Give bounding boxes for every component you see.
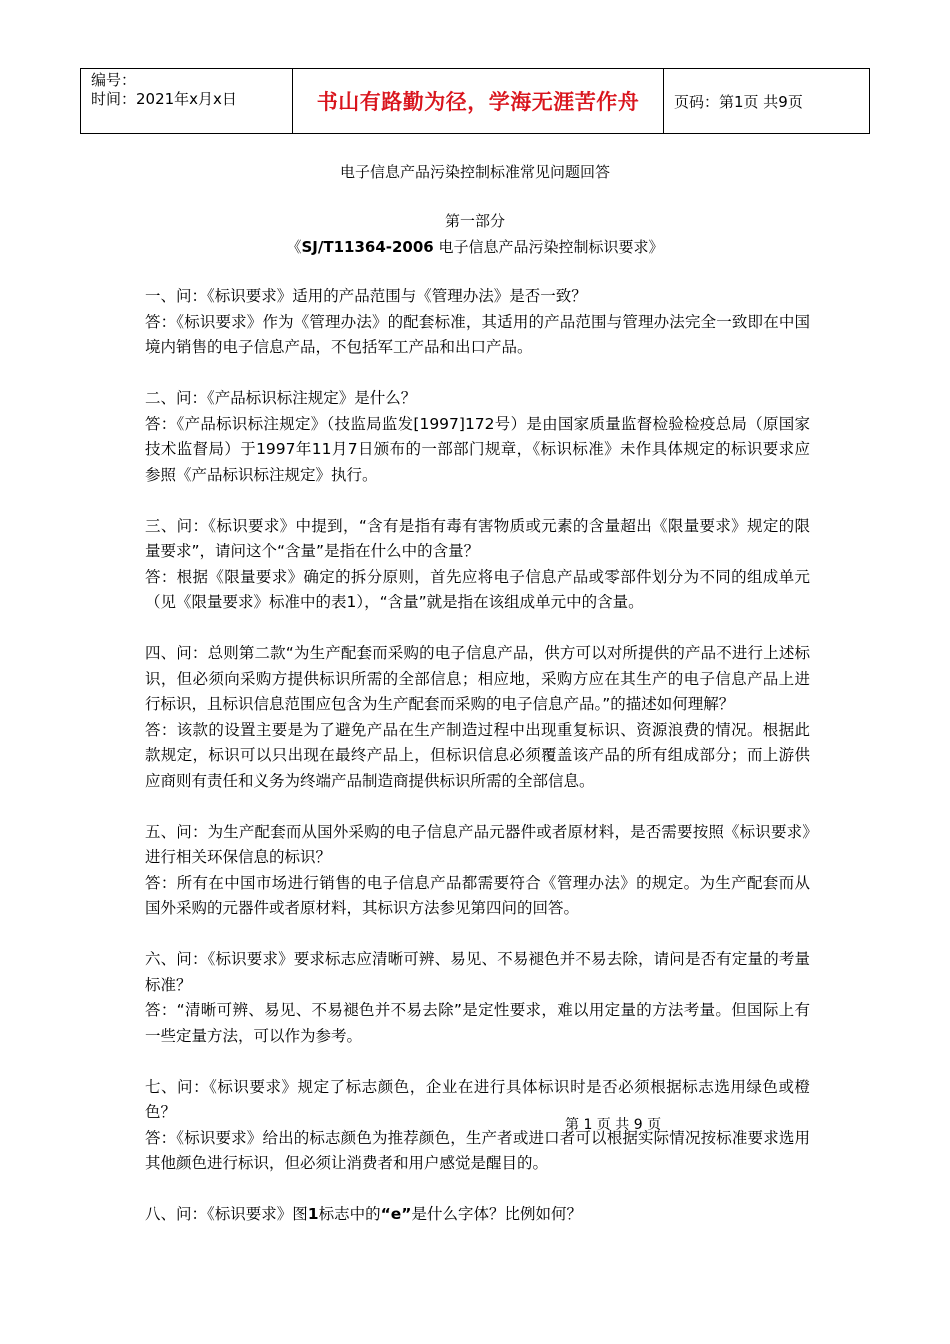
answer: 答：该款的设置主要是为了避免产品在生产制造过程中出现重复标识、资源浪费的情况。根据此款规定，标识可以只出现在最终产品上，但标识信息必须覆盖该产品的所有组成部分；而上游供应商则有责任和义务为终端产品制造商提供标识所需的全部信息。: [145, 720, 810, 790]
question: [145, 1202, 810, 1228]
qa-item: [145, 820, 810, 922]
qa-item: [145, 386, 810, 488]
qa-content: [145, 284, 810, 1253]
question: 四、问：总则第二款“为生产配套而采购的电子信息产品，供方可以对所提供的产品不进行上述标识，但必须向采购方提供标识所需的全部信息；相应地，采购方应在其生产的电子信息产品上进行标识，且标识信息范围应包含为生产配套而采购的电子信息产品。”的描述如何理解？: [145, 644, 810, 713]
qa-item: [145, 947, 810, 1049]
answer: 答：《产品标识标注规定》（技监局监发[1997]172号）是由国家质量监督检验检疫总局（原国家技术监督局）于1997年11月7日颁布的一部部门规章，《标识标准》未作具体规定的标识要求应参照《产品标识标注规定》执行。: [145, 414, 810, 484]
q8-suffix: 是什么字体？比例如何？: [411, 1205, 582, 1223]
qa-item: [145, 1075, 810, 1177]
document-title: 电子信息产品污染控制标准常见问题回答: [339, 163, 610, 181]
q8-figure-number: 1: [307, 1205, 319, 1223]
page-footer: 第 1 页 共 9 页: [565, 1117, 662, 1133]
question: 三、问：《标识要求》中提到，“含有是指有毒有害物质或元素的含量超出《限量要求》规定的限量要求”，请问这个“含量”是指在什么中的含量？: [145, 516, 810, 560]
question: 五、问：为生产配套而从国外采购的电子信息产品元器件或者原材料，是否需要按照《标识要求》进行相关环保信息的标识？: [145, 822, 810, 866]
question: 七、问：《标识要求》规定了标志颜色，企业在进行具体标识时是否必须根据标志选用绿色或橙色？: [145, 1077, 810, 1121]
question: 六、问：《标识要求》要求标志应清晰可辨、易见、不易褪色并不易去除，请问是否有定量的考量标准？: [145, 950, 810, 994]
subtitle-rest: 电子信息产品污染控制标识要求》: [433, 238, 664, 256]
qa-item: [145, 1202, 810, 1228]
subtitle-code: SJ/T11364-2006: [301, 238, 434, 256]
header-info-cell: [81, 69, 293, 134]
question: 一、问：《标识要求》适用的产品范围与《管理办法》是否一致？: [145, 287, 587, 305]
q8-mid: 标志中的: [318, 1205, 381, 1223]
subtitle-bracket: 《: [286, 238, 302, 256]
header-table: [80, 68, 870, 134]
page-code: 页码：第1页 共9页: [664, 69, 870, 134]
answer: 答：《标识要求》给出的标志颜色为推荐颜色，生产者或进口者可以根据实际情况按标准要求选用其他颜色进行标识，但必须让消费者和用户感觉是醒目的。: [145, 1128, 810, 1172]
answer: 答：“清晰可辨、易见、不易褪色并不易去除”是定性要求，难以用定量的方法考量。但国际上有一些定量方法，可以作为参考。: [145, 1001, 810, 1045]
q8-e-letter: “e”: [380, 1205, 412, 1223]
qa-item: [145, 514, 810, 616]
motto: 书山有路勤为径，学海无涯苦作舟: [293, 69, 664, 134]
answer: 答：根据《限量要求》确定的拆分原则，首先应将电子信息产品或零部件划分为不同的组成单元（见《限量要求》标准中的表1），“含量”就是指在该组成单元中的含量。: [145, 567, 810, 611]
answer: 答：《标识要求》作为《管理办法》的配套标准，其适用的产品范围与管理办法完全一致即在中国境内销售的电子信息产品，不包括军工产品和出口产品。: [145, 312, 810, 356]
date-label: 时间：2021年x月x日: [91, 90, 237, 108]
qa-item: [145, 284, 810, 361]
question: 二、问：《产品标识标注规定》是什么？: [145, 389, 417, 407]
number-label: 编号：: [91, 71, 137, 89]
qa-item: [145, 641, 810, 794]
q8-prefix: 八、问：《标识要求》图: [145, 1205, 308, 1223]
standard-subtitle: [0, 236, 950, 257]
answer: 答：所有在中国市场进行销售的电子信息产品都需要符合《管理办法》的规定。为生产配套而从国外采购的元器件或者原材料，其标识方法参见第四问的回答。: [145, 873, 810, 917]
part-heading: 第一部分: [444, 212, 505, 230]
